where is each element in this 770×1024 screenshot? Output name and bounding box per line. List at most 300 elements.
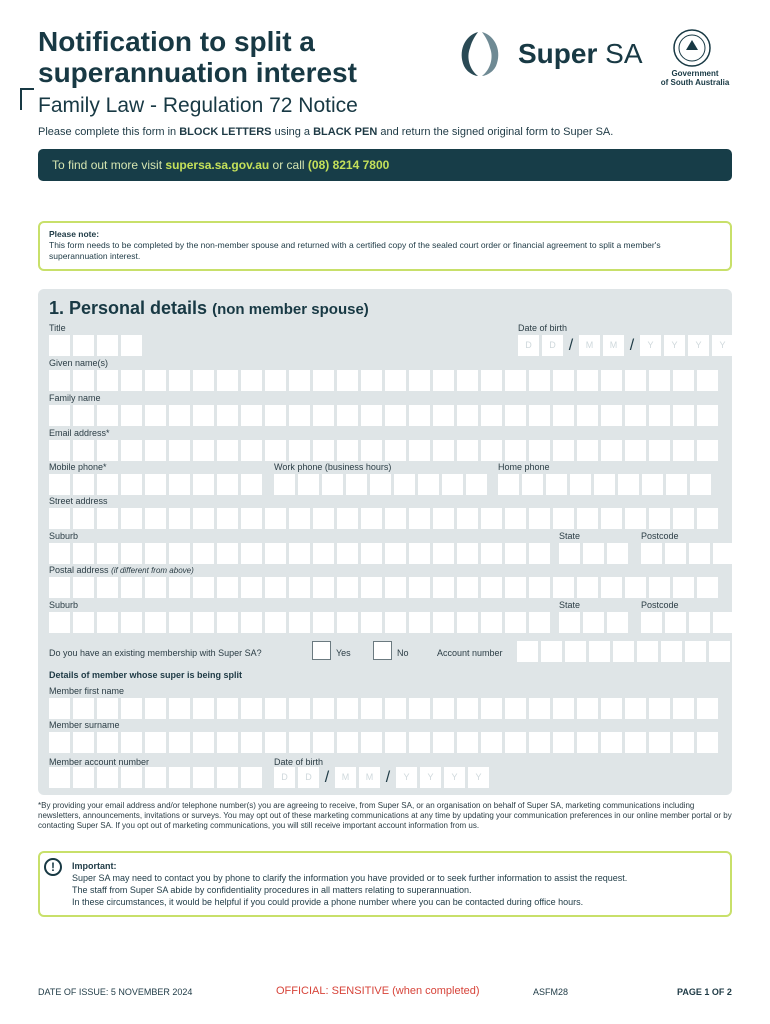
char-box[interactable]: [649, 577, 670, 598]
char-box[interactable]: [169, 543, 190, 564]
char-box[interactable]: [121, 508, 142, 529]
char-box[interactable]: [625, 577, 646, 598]
char-box[interactable]: [313, 405, 334, 426]
char-box[interactable]: [601, 440, 622, 461]
char-box[interactable]: [361, 732, 382, 753]
char-box[interactable]: [673, 370, 694, 391]
char-box[interactable]: [481, 577, 502, 598]
char-box[interactable]: [289, 612, 310, 633]
state2-field[interactable]: [559, 612, 628, 633]
char-box[interactable]: [457, 577, 478, 598]
char-box[interactable]: [193, 474, 214, 495]
char-box[interactable]: [673, 405, 694, 426]
char-box[interactable]: [601, 508, 622, 529]
char-box[interactable]: [505, 732, 526, 753]
char-box[interactable]: [121, 543, 142, 564]
char-box[interactable]: [522, 474, 543, 495]
char-box[interactable]: [697, 405, 718, 426]
char-box[interactable]: [481, 370, 502, 391]
char-box[interactable]: [370, 474, 391, 495]
char-box[interactable]: [481, 440, 502, 461]
account-number-field[interactable]: [517, 641, 730, 662]
char-box[interactable]: [529, 732, 550, 753]
char-box[interactable]: [73, 508, 94, 529]
char-box[interactable]: [505, 508, 526, 529]
char-box[interactable]: [529, 440, 550, 461]
char-box[interactable]: [169, 732, 190, 753]
char-box[interactable]: [145, 732, 166, 753]
yes-checkbox[interactable]: [312, 641, 331, 660]
char-box[interactable]: [217, 370, 238, 391]
char-box[interactable]: [697, 508, 718, 529]
suburb2-field[interactable]: [49, 612, 550, 633]
dob-year-box[interactable]: Y: [688, 335, 709, 356]
char-box[interactable]: [649, 370, 670, 391]
char-box[interactable]: [217, 577, 238, 598]
char-box[interactable]: [697, 732, 718, 753]
char-box[interactable]: [49, 543, 70, 564]
char-box[interactable]: [385, 577, 406, 598]
char-box[interactable]: [49, 440, 70, 461]
char-box[interactable]: [313, 543, 334, 564]
char-box[interactable]: [145, 543, 166, 564]
char-box[interactable]: [637, 641, 658, 662]
char-box[interactable]: [433, 577, 454, 598]
char-box[interactable]: [394, 474, 415, 495]
char-box[interactable]: [649, 732, 670, 753]
char-box[interactable]: [313, 698, 334, 719]
char-box[interactable]: [601, 370, 622, 391]
char-box[interactable]: [433, 543, 454, 564]
char-box[interactable]: [289, 370, 310, 391]
char-box[interactable]: [409, 612, 430, 633]
char-box[interactable]: [361, 405, 382, 426]
char-box[interactable]: [337, 508, 358, 529]
char-box[interactable]: [409, 543, 430, 564]
char-box[interactable]: [145, 698, 166, 719]
char-box[interactable]: [265, 405, 286, 426]
member-dob-day-box[interactable]: D: [298, 767, 319, 788]
char-box[interactable]: [433, 732, 454, 753]
char-box[interactable]: [97, 440, 118, 461]
char-box[interactable]: [49, 732, 70, 753]
char-box[interactable]: [73, 577, 94, 598]
char-box[interactable]: [529, 698, 550, 719]
char-box[interactable]: [433, 612, 454, 633]
char-box[interactable]: [607, 612, 628, 633]
char-box[interactable]: [577, 370, 598, 391]
char-box[interactable]: [713, 543, 734, 564]
char-box[interactable]: [193, 440, 214, 461]
dob-year-box[interactable]: Y: [664, 335, 685, 356]
char-box[interactable]: [217, 612, 238, 633]
char-box[interactable]: [690, 474, 711, 495]
char-box[interactable]: [97, 612, 118, 633]
char-box[interactable]: [49, 767, 70, 788]
char-box[interactable]: [193, 767, 214, 788]
char-box[interactable]: [193, 732, 214, 753]
char-box[interactable]: [505, 440, 526, 461]
suburb-field[interactable]: [49, 543, 550, 564]
char-box[interactable]: [457, 543, 478, 564]
char-box[interactable]: [689, 612, 710, 633]
char-box[interactable]: [193, 508, 214, 529]
char-box[interactable]: [565, 641, 586, 662]
char-box[interactable]: [193, 577, 214, 598]
char-box[interactable]: [289, 440, 310, 461]
char-box[interactable]: [241, 767, 262, 788]
char-box[interactable]: [121, 767, 142, 788]
char-box[interactable]: [73, 543, 94, 564]
char-box[interactable]: [697, 370, 718, 391]
char-box[interactable]: [418, 474, 439, 495]
char-box[interactable]: [713, 612, 734, 633]
char-box[interactable]: [457, 508, 478, 529]
postcode2-field[interactable]: [641, 612, 734, 633]
char-box[interactable]: [217, 508, 238, 529]
char-box[interactable]: [505, 698, 526, 719]
char-box[interactable]: [49, 612, 70, 633]
char-box[interactable]: [49, 508, 70, 529]
char-box[interactable]: [121, 370, 142, 391]
char-box[interactable]: [361, 698, 382, 719]
char-box[interactable]: [673, 577, 694, 598]
char-box[interactable]: [385, 612, 406, 633]
char-box[interactable]: [313, 370, 334, 391]
postal-address-field[interactable]: [49, 577, 718, 598]
char-box[interactable]: [457, 440, 478, 461]
char-box[interactable]: [193, 370, 214, 391]
char-box[interactable]: [553, 508, 574, 529]
char-box[interactable]: [49, 474, 70, 495]
char-box[interactable]: [217, 405, 238, 426]
member-dob-year-box[interactable]: Y: [468, 767, 489, 788]
char-box[interactable]: [709, 641, 730, 662]
char-box[interactable]: [313, 732, 334, 753]
member-dob-day-box[interactable]: D: [274, 767, 295, 788]
char-box[interactable]: [433, 440, 454, 461]
char-box[interactable]: [529, 508, 550, 529]
char-box[interactable]: [49, 335, 70, 356]
char-box[interactable]: [49, 405, 70, 426]
char-box[interactable]: [559, 543, 580, 564]
char-box[interactable]: [361, 440, 382, 461]
char-box[interactable]: [697, 698, 718, 719]
char-box[interactable]: [169, 370, 190, 391]
char-box[interactable]: [433, 370, 454, 391]
char-box[interactable]: [442, 474, 463, 495]
char-box[interactable]: [577, 405, 598, 426]
char-box[interactable]: [577, 577, 598, 598]
char-box[interactable]: [265, 543, 286, 564]
char-box[interactable]: [121, 405, 142, 426]
char-box[interactable]: [457, 732, 478, 753]
char-box[interactable]: [457, 370, 478, 391]
char-box[interactable]: [601, 698, 622, 719]
member-account-field[interactable]: [49, 767, 262, 788]
member-dob-month-box[interactable]: M: [359, 767, 380, 788]
char-box[interactable]: [529, 543, 550, 564]
char-box[interactable]: [625, 370, 646, 391]
char-box[interactable]: [409, 698, 430, 719]
char-box[interactable]: [433, 698, 454, 719]
char-box[interactable]: [601, 577, 622, 598]
char-box[interactable]: [265, 612, 286, 633]
char-box[interactable]: [265, 508, 286, 529]
char-box[interactable]: [145, 767, 166, 788]
dob-day-box[interactable]: D: [542, 335, 563, 356]
member-dob-year-box[interactable]: Y: [396, 767, 417, 788]
char-box[interactable]: [337, 370, 358, 391]
char-box[interactable]: [313, 577, 334, 598]
char-box[interactable]: [193, 612, 214, 633]
char-box[interactable]: [289, 698, 310, 719]
char-box[interactable]: [517, 641, 538, 662]
dob-month-box[interactable]: M: [603, 335, 624, 356]
char-box[interactable]: [559, 612, 580, 633]
char-box[interactable]: [169, 577, 190, 598]
char-box[interactable]: [409, 577, 430, 598]
char-box[interactable]: [577, 698, 598, 719]
char-box[interactable]: [241, 543, 262, 564]
member-dob-field[interactable]: [274, 767, 489, 788]
char-box[interactable]: [217, 698, 238, 719]
char-box[interactable]: [169, 474, 190, 495]
char-box[interactable]: [361, 612, 382, 633]
char-box[interactable]: [73, 767, 94, 788]
char-box[interactable]: [241, 370, 262, 391]
char-box[interactable]: [385, 732, 406, 753]
char-box[interactable]: [73, 440, 94, 461]
char-box[interactable]: [337, 440, 358, 461]
postcode-field[interactable]: [641, 543, 734, 564]
char-box[interactable]: [97, 405, 118, 426]
char-box[interactable]: [481, 543, 502, 564]
char-box[interactable]: [577, 440, 598, 461]
char-box[interactable]: [217, 543, 238, 564]
char-box[interactable]: [169, 767, 190, 788]
char-box[interactable]: [289, 405, 310, 426]
char-box[interactable]: [193, 698, 214, 719]
char-box[interactable]: [97, 767, 118, 788]
char-box[interactable]: [193, 405, 214, 426]
char-box[interactable]: [265, 577, 286, 598]
char-box[interactable]: [337, 698, 358, 719]
char-box[interactable]: [361, 577, 382, 598]
char-box[interactable]: [145, 577, 166, 598]
char-box[interactable]: [433, 508, 454, 529]
char-box[interactable]: [457, 698, 478, 719]
char-box[interactable]: [649, 405, 670, 426]
char-box[interactable]: [589, 641, 610, 662]
char-box[interactable]: [97, 698, 118, 719]
char-box[interactable]: [433, 405, 454, 426]
char-box[interactable]: [625, 508, 646, 529]
char-box[interactable]: [265, 370, 286, 391]
char-box[interactable]: [73, 370, 94, 391]
char-box[interactable]: [97, 508, 118, 529]
char-box[interactable]: [241, 474, 262, 495]
char-box[interactable]: [337, 543, 358, 564]
char-box[interactable]: [121, 698, 142, 719]
char-box[interactable]: [274, 474, 295, 495]
dob-year-box[interactable]: Y: [712, 335, 733, 356]
char-box[interactable]: [649, 508, 670, 529]
char-box[interactable]: [529, 370, 550, 391]
char-box[interactable]: [498, 474, 519, 495]
char-box[interactable]: [265, 440, 286, 461]
char-box[interactable]: [145, 440, 166, 461]
char-box[interactable]: [361, 543, 382, 564]
char-box[interactable]: [601, 405, 622, 426]
char-box[interactable]: [481, 698, 502, 719]
char-box[interactable]: [665, 543, 686, 564]
char-box[interactable]: [217, 767, 238, 788]
char-box[interactable]: [607, 543, 628, 564]
char-box[interactable]: [625, 440, 646, 461]
char-box[interactable]: [457, 405, 478, 426]
char-box[interactable]: [121, 577, 142, 598]
char-box[interactable]: [553, 698, 574, 719]
char-box[interactable]: [553, 577, 574, 598]
member-dob-year-box[interactable]: Y: [444, 767, 465, 788]
char-box[interactable]: [529, 577, 550, 598]
char-box[interactable]: [577, 732, 598, 753]
char-box[interactable]: [313, 440, 334, 461]
website-link[interactable]: supersa.sa.gov.au: [165, 158, 270, 172]
char-box[interactable]: [601, 732, 622, 753]
char-box[interactable]: [289, 508, 310, 529]
char-box[interactable]: [665, 612, 686, 633]
char-box[interactable]: [583, 543, 604, 564]
char-box[interactable]: [289, 543, 310, 564]
char-box[interactable]: [217, 474, 238, 495]
member-dob-month-box[interactable]: M: [335, 767, 356, 788]
char-box[interactable]: [385, 508, 406, 529]
char-box[interactable]: [505, 612, 526, 633]
char-box[interactable]: [73, 405, 94, 426]
char-box[interactable]: [553, 370, 574, 391]
char-box[interactable]: [241, 612, 262, 633]
char-box[interactable]: [265, 732, 286, 753]
char-box[interactable]: [553, 732, 574, 753]
char-box[interactable]: [73, 612, 94, 633]
char-box[interactable]: [337, 405, 358, 426]
char-box[interactable]: [409, 370, 430, 391]
char-box[interactable]: [689, 543, 710, 564]
char-box[interactable]: [641, 612, 662, 633]
char-box[interactable]: [73, 732, 94, 753]
char-box[interactable]: [73, 698, 94, 719]
mobile-field[interactable]: [49, 474, 262, 495]
char-box[interactable]: [505, 370, 526, 391]
char-box[interactable]: [673, 508, 694, 529]
char-box[interactable]: [385, 405, 406, 426]
char-box[interactable]: [666, 474, 687, 495]
char-box[interactable]: [313, 508, 334, 529]
email-field[interactable]: [49, 440, 718, 461]
char-box[interactable]: [553, 440, 574, 461]
char-box[interactable]: [217, 440, 238, 461]
char-box[interactable]: [289, 577, 310, 598]
char-box[interactable]: [673, 698, 694, 719]
char-box[interactable]: [505, 543, 526, 564]
char-box[interactable]: [73, 335, 94, 356]
char-box[interactable]: [553, 405, 574, 426]
char-box[interactable]: [546, 474, 567, 495]
char-box[interactable]: [121, 474, 142, 495]
char-box[interactable]: [49, 698, 70, 719]
char-box[interactable]: [361, 508, 382, 529]
work-phone-field[interactable]: [274, 474, 487, 495]
char-box[interactable]: [49, 577, 70, 598]
char-box[interactable]: [385, 440, 406, 461]
char-box[interactable]: [457, 612, 478, 633]
char-box[interactable]: [121, 440, 142, 461]
state-field[interactable]: [559, 543, 628, 564]
char-box[interactable]: [337, 612, 358, 633]
member-surname-field[interactable]: [49, 732, 718, 753]
char-box[interactable]: [613, 641, 634, 662]
char-box[interactable]: [697, 440, 718, 461]
char-box[interactable]: [466, 474, 487, 495]
char-box[interactable]: [169, 440, 190, 461]
char-box[interactable]: [121, 335, 142, 356]
char-box[interactable]: [409, 508, 430, 529]
char-box[interactable]: [241, 577, 262, 598]
char-box[interactable]: [481, 612, 502, 633]
char-box[interactable]: [169, 405, 190, 426]
char-box[interactable]: [241, 732, 262, 753]
family-name-field[interactable]: [49, 405, 718, 426]
char-box[interactable]: [97, 474, 118, 495]
char-box[interactable]: [385, 543, 406, 564]
char-box[interactable]: [625, 405, 646, 426]
char-box[interactable]: [594, 474, 615, 495]
char-box[interactable]: [625, 698, 646, 719]
char-box[interactable]: [97, 732, 118, 753]
char-box[interactable]: [337, 577, 358, 598]
char-box[interactable]: [409, 732, 430, 753]
char-box[interactable]: [241, 508, 262, 529]
char-box[interactable]: [298, 474, 319, 495]
dob-year-box[interactable]: Y: [640, 335, 661, 356]
char-box[interactable]: [322, 474, 343, 495]
char-box[interactable]: [49, 370, 70, 391]
char-box[interactable]: [346, 474, 367, 495]
char-box[interactable]: [121, 612, 142, 633]
char-box[interactable]: [583, 612, 604, 633]
char-box[interactable]: [505, 405, 526, 426]
char-box[interactable]: [409, 405, 430, 426]
char-box[interactable]: [697, 577, 718, 598]
char-box[interactable]: [169, 612, 190, 633]
street-address-field[interactable]: [49, 508, 718, 529]
char-box[interactable]: [529, 612, 550, 633]
dob-field[interactable]: [518, 335, 733, 356]
char-box[interactable]: [577, 508, 598, 529]
char-box[interactable]: [217, 732, 238, 753]
char-box[interactable]: [97, 335, 118, 356]
char-box[interactable]: [361, 370, 382, 391]
char-box[interactable]: [97, 370, 118, 391]
char-box[interactable]: [685, 641, 706, 662]
member-first-name-field[interactable]: [49, 698, 718, 719]
char-box[interactable]: [673, 732, 694, 753]
char-box[interactable]: [97, 543, 118, 564]
char-box[interactable]: [570, 474, 591, 495]
char-box[interactable]: [265, 698, 286, 719]
